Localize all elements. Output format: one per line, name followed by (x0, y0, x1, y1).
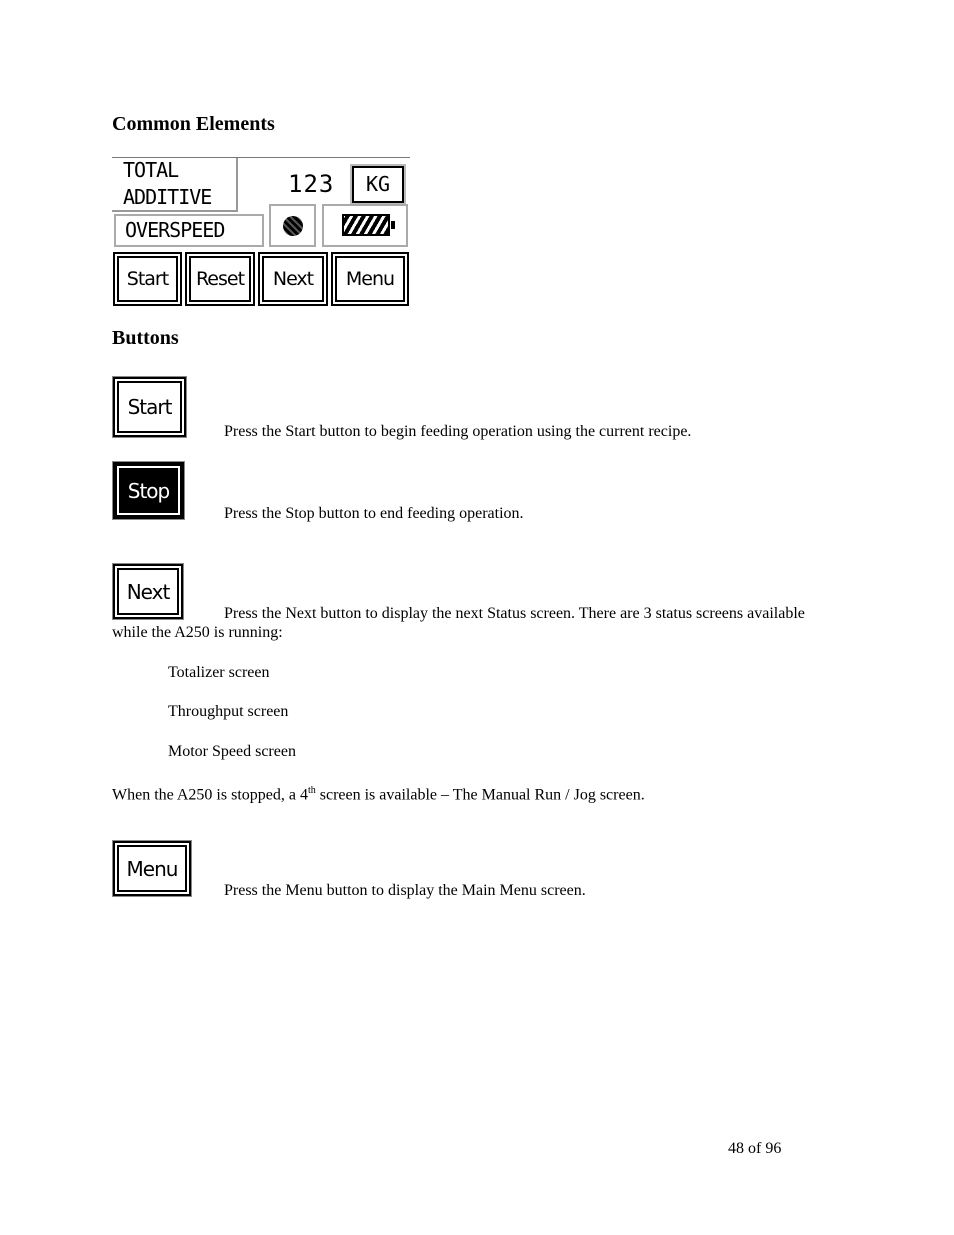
screen-indicator (269, 204, 316, 247)
screen-title-box (112, 158, 238, 212)
start-button-icon[interactable]: Start (113, 377, 186, 437)
lcd-screen-illustration (112, 157, 410, 307)
screen-title-line1: TOTAL (123, 158, 179, 182)
stopped-note-post: screen is available – The Manual Run / Jog screen. (315, 786, 645, 804)
stopped-note-pre: When the A250 is stopped, a 4 (112, 786, 308, 804)
screen-status-badge: OVERSPEED (114, 214, 264, 247)
menu-description: Press the Menu button to display the Main Menu screen. (224, 882, 586, 899)
list-item: Throughput screen (168, 703, 289, 720)
section-title-buttons: Buttons (112, 327, 179, 349)
screen-unit-badge: KG (352, 166, 404, 203)
page-number: 48 of 96 (728, 1140, 782, 1157)
start-description: Press the Start button to begin feeding operation using the current recipe. (224, 423, 692, 440)
screen-title-line2: ADDITIVE (123, 185, 212, 209)
screen-next-button[interactable]: Next (258, 252, 328, 306)
next-button-icon[interactable]: Next (113, 564, 183, 619)
screen-battery-box (322, 204, 408, 247)
list-item: Totalizer screen (168, 664, 270, 681)
stopped-note (112, 781, 645, 804)
section-title-common-elements: Common Elements (112, 113, 275, 135)
screen-value: 123 (288, 170, 335, 198)
battery-icon (342, 214, 390, 236)
menu-button-icon[interactable]: Menu (113, 841, 191, 896)
screen-start-button[interactable]: Start (113, 252, 182, 306)
stopped-note-sup: th (307, 785, 316, 796)
next-description-line1: Press the Next button to display the next Status screen. There are 3 status screens available (224, 605, 805, 622)
stop-description: Press the Stop button to end feeding operation. (224, 505, 524, 522)
screen-menu-button[interactable]: Menu (331, 252, 409, 306)
status-dot-icon (283, 216, 303, 236)
next-description-line2: while the A250 is running: (112, 624, 283, 641)
list-item: Motor Speed screen (168, 743, 296, 760)
stop-button-icon[interactable]: Stop (113, 462, 184, 519)
screen-reset-button[interactable]: Reset (185, 252, 255, 306)
